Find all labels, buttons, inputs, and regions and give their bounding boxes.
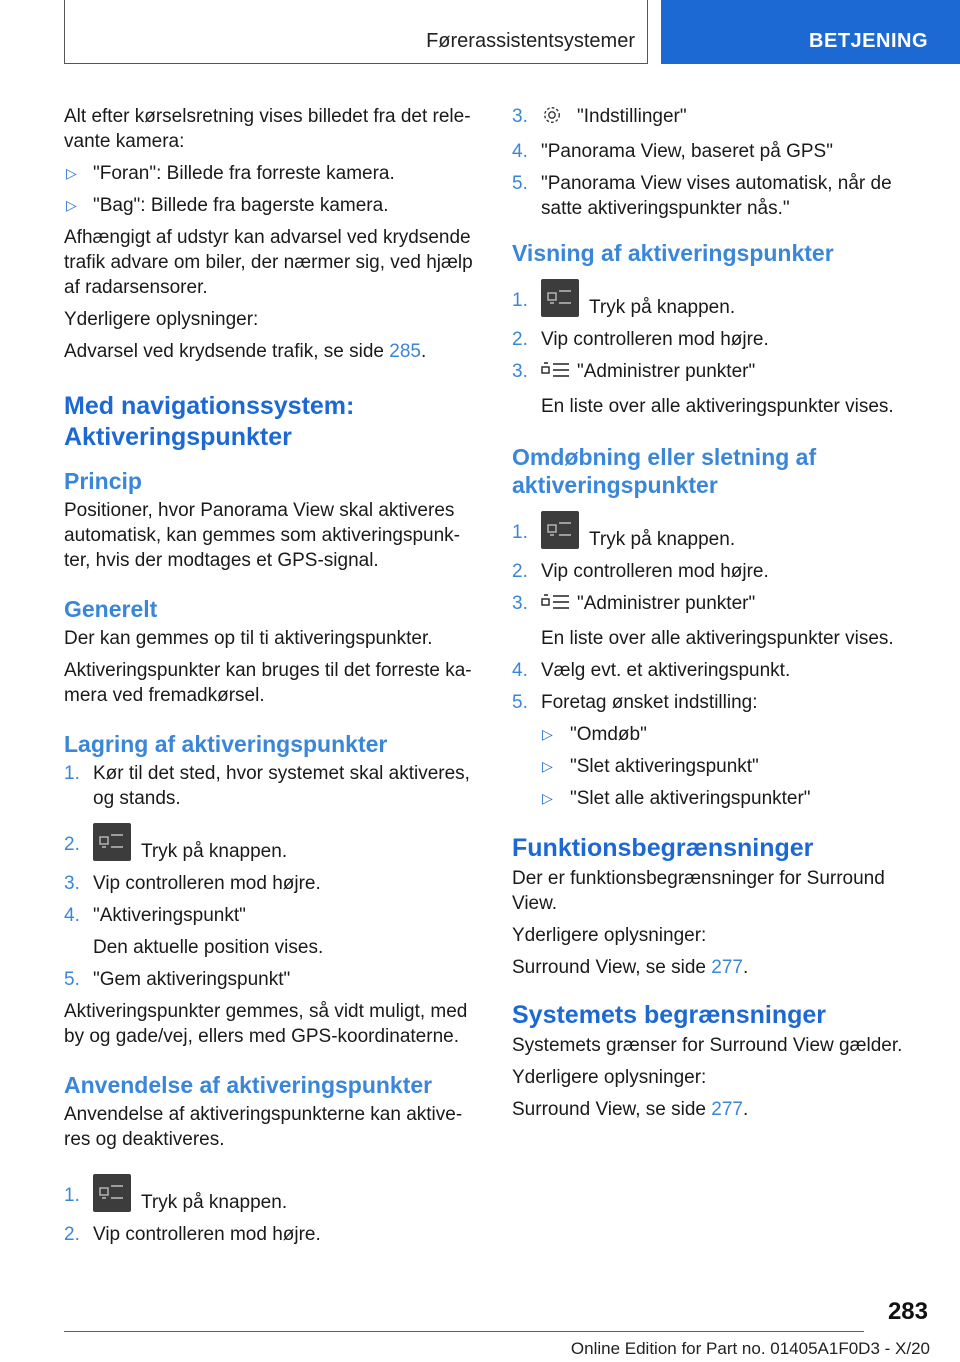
page-link[interactable]: 277 bbox=[711, 957, 743, 978]
list-item: ▷ "Omdøb" bbox=[542, 724, 647, 745]
list-item: ▷ "Foran": Billede fra forreste kamera. bbox=[66, 163, 395, 184]
paragraph-sys-ref: Surround View, se side 277. bbox=[512, 1099, 749, 1120]
camera-button-icon bbox=[541, 279, 579, 317]
footer-edition-text: Online Edition for Part no. 01405A1F0D3 - X/20 bbox=[570, 1339, 930, 1358]
list-item: 1. Tryk på knappen. bbox=[512, 279, 926, 320]
camera-button-icon bbox=[541, 511, 579, 549]
list-item: 1. Tryk på knappen. bbox=[64, 1174, 476, 1215]
paragraph-funk-more: Yderligere oplysninger: bbox=[512, 925, 707, 946]
list-item: 4. "Panorama View, baseret på GPS" bbox=[512, 141, 833, 162]
camera-button-icon bbox=[93, 823, 131, 861]
step-sub-text: En liste over alle aktiveringspunkter vises. bbox=[541, 628, 894, 649]
camera-button-icon bbox=[93, 1174, 131, 1212]
heading-omdobning: Omdøbning eller sletning af aktiveringspunkter bbox=[512, 444, 817, 498]
triangle-right-icon: ▷ bbox=[66, 197, 77, 213]
heading-visning: Visning af aktiveringspunkter bbox=[512, 240, 834, 266]
list-item: 5. "Gem aktiveringspunkt" bbox=[64, 969, 291, 990]
heading-systemets-begraensninger: Systemets begrænsninger bbox=[512, 1001, 826, 1029]
footer-divider bbox=[64, 1331, 864, 1332]
heading-generelt: Generelt bbox=[64, 596, 158, 622]
list-item: 3. Vip controlleren mod højre. bbox=[64, 873, 321, 894]
paragraph-princip: Positioner, hvor Panorama View skal aktiveres automatisk, kan gemmes som aktiveringspunk-ter, hvis der modtages et GPS-signal. bbox=[64, 500, 460, 571]
triangle-right-icon: ▷ bbox=[542, 758, 553, 774]
list-item: 2. Vip controlleren mod højre. bbox=[512, 561, 769, 582]
manage-points-icon bbox=[541, 592, 569, 619]
list-item: ▷ "Bag": Billede fra bagerste kamera. bbox=[66, 195, 389, 216]
intro-text: Alt efter kørselsretning vises billedet fra det rele-vante kamera: bbox=[64, 106, 471, 152]
list-item: 3. "Administrer punkter" bbox=[512, 591, 926, 619]
list-item: 2. Vip controlleren mod højre. bbox=[512, 329, 769, 350]
list-item: ▷ "Slet alle aktiveringspunkter" bbox=[542, 788, 811, 809]
list-item: 3. "Administrer punkter" bbox=[512, 359, 926, 387]
gear-icon bbox=[541, 105, 569, 132]
list-item: 3. "Indstillinger" bbox=[512, 104, 926, 132]
paragraph-reference: Advarsel ved krydsende trafik, se side 285. bbox=[64, 341, 427, 362]
paragraph-more-info: Yderligere oplysninger: bbox=[64, 309, 259, 330]
page-link[interactable]: 285 bbox=[389, 341, 421, 362]
paragraph-funk-ref: Surround View, se side 277. bbox=[512, 957, 749, 978]
list-item: 1. Tryk på knappen. bbox=[512, 511, 926, 552]
triangle-right-icon: ▷ bbox=[66, 165, 77, 181]
list-item: 5. Foretag ønsket indstilling: bbox=[512, 692, 758, 713]
list-item: 4. "Aktiveringspunkt" bbox=[64, 905, 246, 926]
heading-navigation: Med navigationssystem: Aktiveringspunkter bbox=[64, 392, 355, 451]
page-link[interactable]: 277 bbox=[711, 1099, 743, 1120]
step-sub-text: En liste over alle aktiveringspunkter vises. bbox=[541, 396, 894, 417]
header-tab[interactable] bbox=[661, 0, 960, 64]
paragraph-generelt-1: Der kan gemmes op til ti aktiveringspunkter. bbox=[64, 628, 433, 649]
header-tab-label: BETJENING bbox=[809, 30, 928, 52]
triangle-right-icon: ▷ bbox=[542, 790, 553, 806]
list-item: 4. Vælg evt. et aktiveringspunkt. bbox=[512, 660, 791, 681]
paragraph-traffic: Afhængigt af udstyr kan advarsel ved krydsende trafik advare om biler, der nærmer sig, ved hjælp af radarsensorer. bbox=[64, 227, 473, 298]
heading-lagring: Lagring af aktiveringspunkter bbox=[64, 731, 388, 757]
paragraph-funk: Der er funktionsbegrænsninger for Surround View. bbox=[512, 868, 885, 914]
manage-points-icon bbox=[541, 360, 569, 387]
step-sub-text: Den aktuelle position vises. bbox=[93, 937, 324, 958]
list-item: 2. Vip controlleren mod højre. bbox=[64, 1224, 321, 1245]
list-item: 5. "Panorama View vises automatisk, når de satte aktiveringspunkter nås." bbox=[512, 173, 892, 219]
header-section-title: Førerassistentsystemer bbox=[426, 30, 635, 52]
header-section-box bbox=[64, 0, 648, 64]
paragraph-sys-more: Yderligere oplysninger: bbox=[512, 1067, 707, 1088]
paragraph-sys: Systemets grænser for Surround View gælder. bbox=[512, 1035, 903, 1056]
left-column bbox=[64, 104, 476, 1254]
heading-anvendelse: Anvendelse af aktiveringspunkter bbox=[64, 1072, 433, 1098]
heading-funktionsbegraensninger: Funktionsbegrænsninger bbox=[512, 834, 814, 862]
paragraph-anvendelse: Anvendelse af aktiveringspunkterne kan aktive-res og deaktiveres. bbox=[64, 1104, 463, 1150]
list-item: 1. Kør til det sted, hvor systemet skal aktiveres, og stands. bbox=[64, 763, 470, 809]
paragraph-lagring-after: Aktiveringspunkter gemmes, så vidt muligt, med by og gade/vej, ellers med GPS-koordinaterne. bbox=[64, 1001, 468, 1047]
right-column bbox=[512, 104, 926, 1129]
page-number: 283 bbox=[887, 1298, 928, 1325]
list-item: 2. Tryk på knappen. bbox=[64, 823, 476, 864]
triangle-right-icon: ▷ bbox=[542, 726, 553, 742]
heading-princip: Princip bbox=[64, 468, 142, 494]
list-item: ▷ "Slet aktiveringspunkt" bbox=[542, 756, 759, 777]
paragraph-generelt-2: Aktiveringspunkter kan bruges til det forreste ka-mera ved fremadkørsel. bbox=[64, 660, 472, 706]
